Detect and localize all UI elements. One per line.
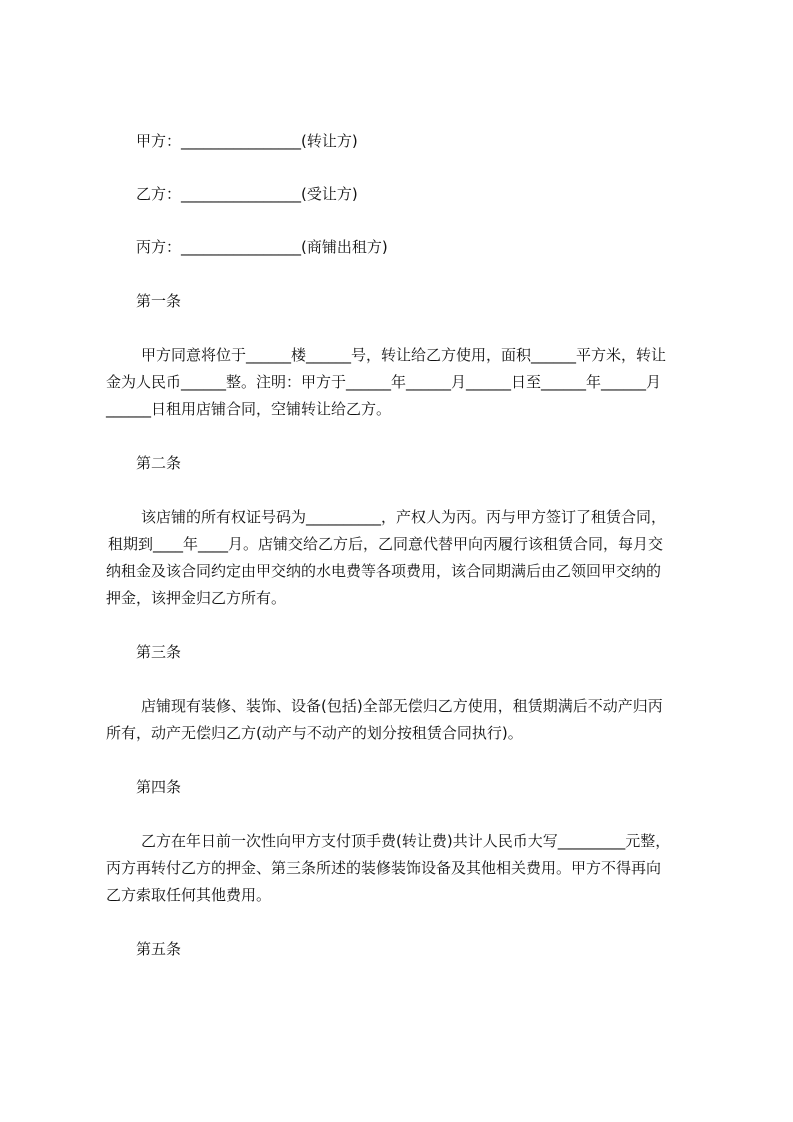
article-3-line-2: 所有，动产无偿归乙方(动产与不动产的划分按租赁合同执行)。 [106,724,523,742]
article-4-heading: 第四条 [136,778,182,796]
article-3-line-1: 店铺现有装修、装饰、设备(包括)全部无偿归乙方使用，租赁期满后不动产归丙 [141,697,663,715]
article-2-line-2: 租期到____年____月。店铺交给乙方后，乙同意代替甲向丙履行该租赁合同，每月交 [108,535,664,553]
article-1-line-2: 金为人民币______整。注明：甲方于______年______月______日至______年______月 [106,373,662,391]
article-1-line-1: 甲方同意将位于______楼______号，转让给乙方使用，面积______平方米，转让 [141,346,667,364]
party-line-b: 乙方：________________(受让方) [136,185,358,203]
article-2-line-4: 押金，该押金归乙方所有。 [106,589,287,607]
party-line-c: 丙方：________________(商铺出租方) [136,238,388,256]
article-3-heading: 第三条 [136,643,182,661]
article-2-line-3: 纳租金及该合同约定由甲交纳的水电费等各项费用，该合同期满后由乙领回甲交纳的 [106,562,662,580]
article-4-line-1: 乙方在年日前一次性向甲方支付顶手费(转让费)共计人民币大写_________元整， [141,832,671,850]
article-1-heading: 第一条 [136,292,182,310]
article-5-heading: 第五条 [136,940,182,958]
article-2-heading: 第二条 [136,454,182,472]
article-2-line-1: 该店铺的所有权证号码为__________，产权人为丙。丙与甲方签订了租赁合同， [141,508,667,526]
party-line-a: 甲方：________________(转让方) [136,132,358,150]
article-4-line-3: 乙方索取任何其他费用。 [106,886,272,904]
article-4-line-2: 丙方再转付乙方的押金、第三条所述的装修装饰设备及其他相关费用。甲方不得再向 [106,859,662,877]
article-1-line-3: ______日租用店铺合同，空铺转让给乙方。 [106,400,392,418]
